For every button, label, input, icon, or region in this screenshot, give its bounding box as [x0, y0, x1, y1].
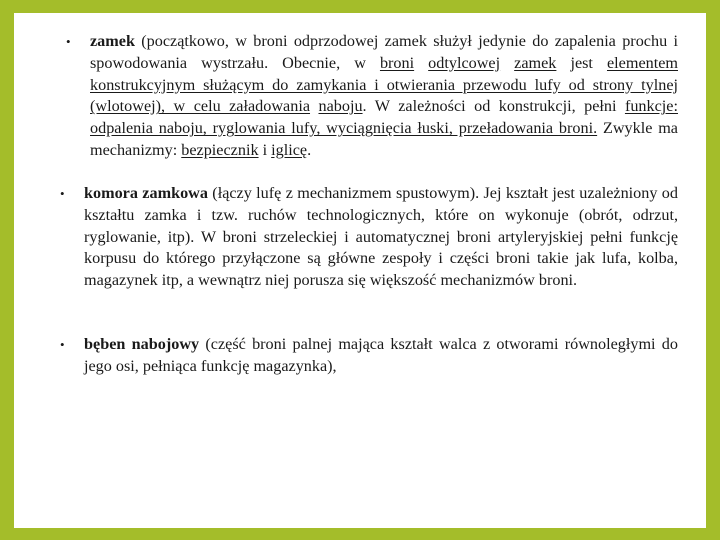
term-label: zamek: [90, 32, 135, 50]
term-label: komora zamkowa: [84, 184, 208, 202]
item-description: (początkowo, w broni odprzodowej zamek służył jedynie do zapalenia prochu i spowodowania wystrzału. Obecnie, w broni odtylcowej zamek jest elementem konstrukcyjnym służącym do zamykania i otwierania przewodu lufy od strony tylnej (wlotowej), w celu załadowania naboju. W zależności od konstrukcji, pełni funkcje: odpalenia naboju, ryglowania lufy, wyciągnięcia łuski, przeładowania broni. Zwykle ma mechanizmy: bezpiecznik i iglicę.: [90, 32, 678, 159]
list-item: [60, 334, 678, 378]
list-item: [60, 183, 678, 292]
slide-content: [14, 13, 706, 528]
item-description: (łączy lufę z mechanizmem spustowym). Jej kształt jest uzależniony od kształtu zamka i tzw. ruchów technologicznych, które on wykonuje (obrót, odrzut, ryglowanie, itp). W broni strzeleckiej i automatycznej broni artyleryjskiej pełni funkcję korpusu do którego przyłączone są główne zespoły i części broni takie jak lufa, kolba, magazynek itp, a wewnątrz niej porusza się większość mechanizmów broni.: [84, 184, 678, 290]
item-description: (część broni palnej mająca kształt walca z otworami równoległymi do jego osi, pełniąca funkcję magazynka),: [84, 335, 678, 375]
list-item: [66, 31, 678, 162]
bullet-point: •: [60, 337, 65, 352]
bullet-point: •: [60, 186, 65, 201]
bullet-point: •: [66, 34, 71, 49]
term-label: bęben nabojowy: [84, 335, 200, 353]
